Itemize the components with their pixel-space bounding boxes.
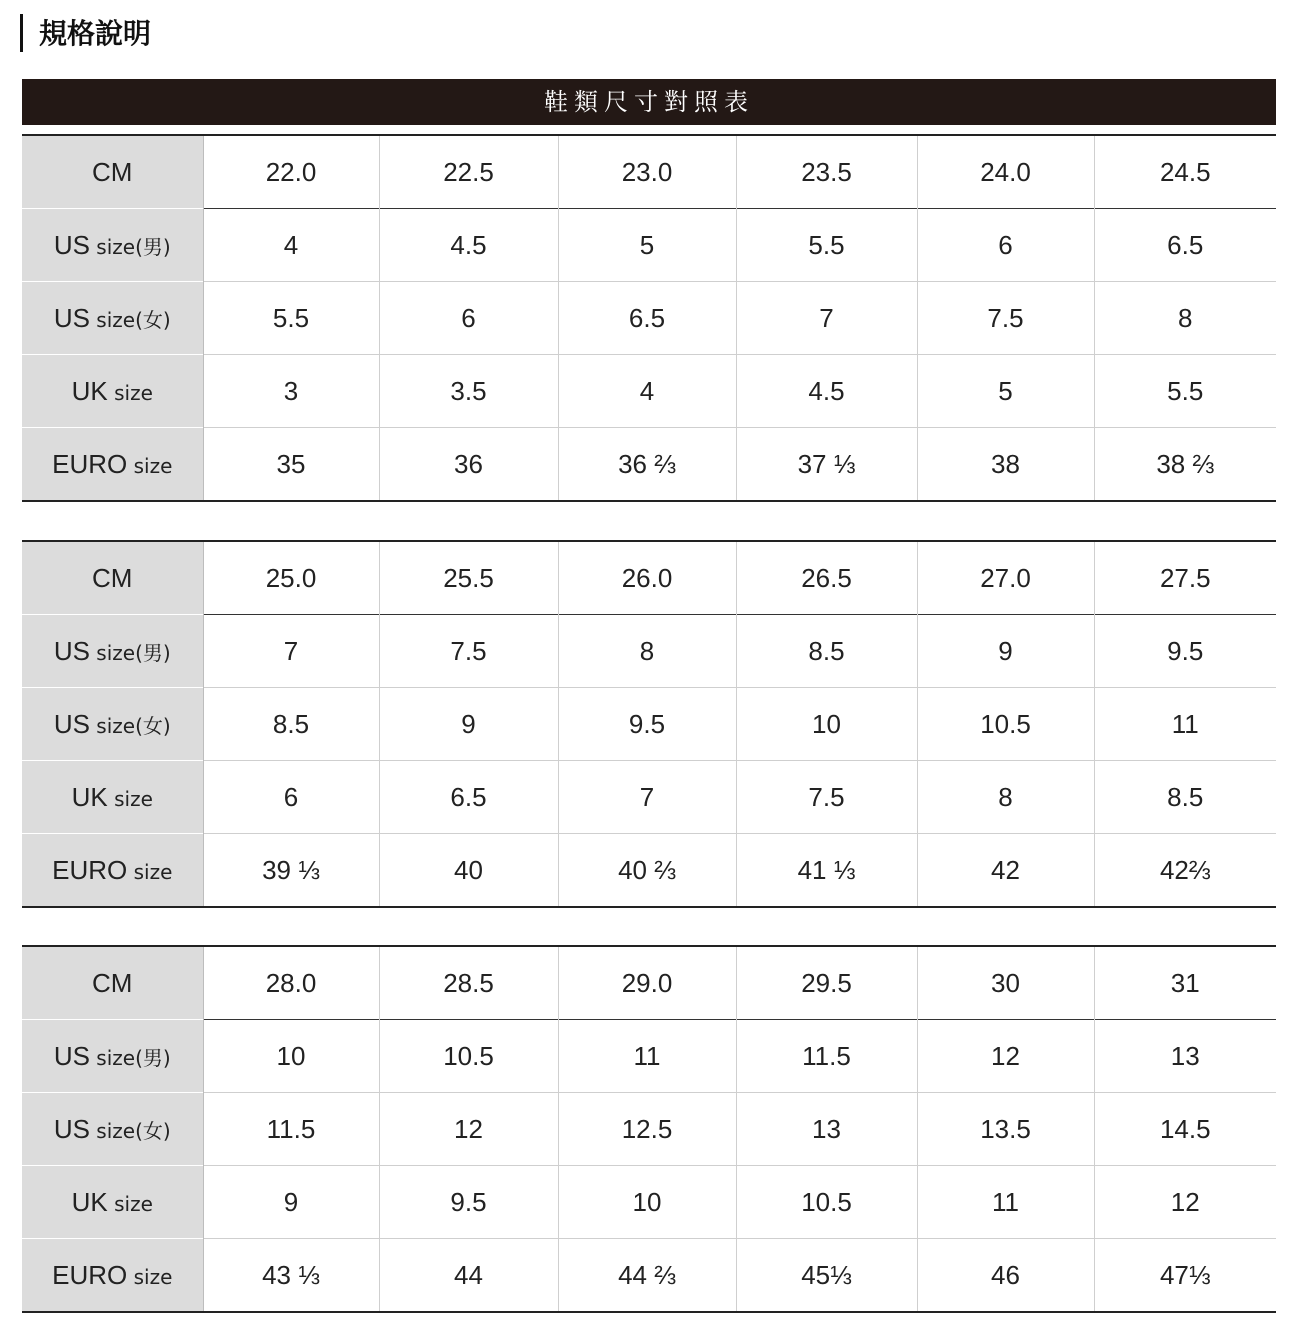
size-cell: 29.5 bbox=[736, 946, 917, 1020]
size-cell: 13 bbox=[1094, 1020, 1276, 1093]
size-table-3 bbox=[22, 945, 1276, 1313]
size-cell: 7.5 bbox=[917, 282, 1094, 355]
size-cell: 6 bbox=[917, 209, 1094, 282]
size-cell: 26.5 bbox=[736, 541, 917, 615]
size-cell: 24.5 bbox=[1159, 156, 1211, 187]
size-cell: 5.5 bbox=[736, 209, 917, 282]
size-cell: 28.5 bbox=[379, 946, 558, 1020]
row-header: EURO size bbox=[22, 428, 203, 502]
size-cell: 22.0 bbox=[203, 135, 379, 209]
size-cell: 8.5 bbox=[736, 615, 917, 688]
row-header: UK size bbox=[22, 355, 203, 428]
size-cell: 10 bbox=[558, 1166, 736, 1239]
size-cell: 47⅓ bbox=[1094, 1239, 1276, 1313]
size-cell: 9 bbox=[203, 1166, 379, 1239]
table-row-us-women bbox=[22, 282, 1276, 355]
size-cell: 31 bbox=[1170, 967, 1200, 998]
table-row-cm bbox=[22, 541, 1276, 615]
size-cell: 46 bbox=[917, 1239, 1094, 1313]
table-row-us-men bbox=[22, 1020, 1276, 1093]
table-row-us-men bbox=[22, 615, 1276, 688]
row-header: CM bbox=[22, 946, 203, 1020]
size-cell: 13 bbox=[736, 1093, 917, 1166]
size-table-2 bbox=[22, 540, 1276, 908]
table-row-us-women bbox=[22, 1093, 1276, 1166]
size-cell: 11.5 bbox=[203, 1093, 379, 1166]
row-header: US size(女) bbox=[22, 688, 203, 761]
size-cell: 3 bbox=[203, 355, 379, 428]
size-cell: 4.5 bbox=[736, 355, 917, 428]
size-cell: 14.5 bbox=[1094, 1093, 1276, 1166]
size-cell: 40 bbox=[379, 834, 558, 908]
size-cell: 38 bbox=[917, 428, 1094, 502]
size-cell: 42⅔ bbox=[1094, 834, 1276, 908]
size-cell: 36 ⅔ bbox=[558, 428, 736, 502]
size-cell: 3.5 bbox=[379, 355, 558, 428]
size-cell: 8.5 bbox=[203, 688, 379, 761]
size-cell: 45⅓ bbox=[736, 1239, 917, 1313]
size-cell: 6.5 bbox=[1094, 209, 1276, 282]
size-cell: 5.5 bbox=[203, 282, 379, 355]
size-cell: 39 ⅓ bbox=[203, 834, 379, 908]
size-cell: 12 bbox=[379, 1093, 558, 1166]
row-header: EURO size bbox=[22, 1239, 203, 1313]
size-cell: 9.5 bbox=[1094, 615, 1276, 688]
size-cell: 40 ⅔ bbox=[558, 834, 736, 908]
size-cell: 44 bbox=[379, 1239, 558, 1313]
section-title: 規格說明 bbox=[20, 14, 151, 52]
size-cell: 27.0 bbox=[917, 541, 1094, 615]
table-row-uk bbox=[22, 355, 1276, 428]
size-cell: 11 bbox=[558, 1020, 736, 1093]
size-cell: 5 bbox=[917, 355, 1094, 428]
size-cell: 7 bbox=[558, 761, 736, 834]
size-cell: 25.5 bbox=[379, 541, 558, 615]
row-header: UK size bbox=[22, 761, 203, 834]
table-row-uk bbox=[22, 1166, 1276, 1239]
table-row-us-men bbox=[22, 209, 1276, 282]
table-row-euro bbox=[22, 1239, 1276, 1313]
size-cell: 11 bbox=[917, 1166, 1094, 1239]
size-cell: 37 ⅓ bbox=[736, 428, 917, 502]
size-cell: 12.5 bbox=[558, 1093, 736, 1166]
size-cell: 12 bbox=[1094, 1166, 1276, 1239]
size-cell: 6.5 bbox=[379, 761, 558, 834]
size-cell: 6 bbox=[379, 282, 558, 355]
size-table-1 bbox=[22, 134, 1276, 502]
size-cell: 36 bbox=[379, 428, 558, 502]
size-cell: 9.5 bbox=[379, 1166, 558, 1239]
size-cell: 10 bbox=[203, 1020, 379, 1093]
size-cell: 9 bbox=[379, 688, 558, 761]
size-cell: 4 bbox=[558, 355, 736, 428]
size-cell: 10.5 bbox=[917, 688, 1094, 761]
size-chart-title: 鞋類尺寸對照表 bbox=[22, 79, 1276, 125]
size-cell: 22.5 bbox=[379, 135, 558, 209]
size-cell: 28.0 bbox=[203, 946, 379, 1020]
size-cell: 11 bbox=[1094, 688, 1276, 761]
size-cell: 26.0 bbox=[558, 541, 736, 615]
size-cell: 23.5 bbox=[736, 135, 917, 209]
size-cell: 7 bbox=[203, 615, 379, 688]
row-header: UK size bbox=[22, 1166, 203, 1239]
size-cell: 23.0 bbox=[558, 135, 736, 209]
row-header: US size(男) bbox=[22, 1020, 203, 1093]
row-header: CM bbox=[22, 541, 203, 615]
size-cell: 6.5 bbox=[558, 282, 736, 355]
size-cell: 7.5 bbox=[379, 615, 558, 688]
size-cell: 7 bbox=[736, 282, 917, 355]
size-cell: 10 bbox=[736, 688, 917, 761]
table-row-us-women bbox=[22, 688, 1276, 761]
size-cell: 12 bbox=[917, 1020, 1094, 1093]
size-cell: 30 bbox=[917, 946, 1094, 1020]
row-header: US size(男) bbox=[22, 209, 203, 282]
size-cell: 8.5 bbox=[1094, 761, 1276, 834]
size-cell: 8 bbox=[558, 615, 736, 688]
row-header: US size(男) bbox=[22, 615, 203, 688]
size-cell: 24.0 bbox=[917, 135, 1094, 209]
size-cell: 43 ⅓ bbox=[203, 1239, 379, 1313]
size-cell: 13.5 bbox=[917, 1093, 1094, 1166]
size-cell: 9 bbox=[917, 615, 1094, 688]
size-cell: 9.5 bbox=[558, 688, 736, 761]
size-cell: 42 bbox=[917, 834, 1094, 908]
size-cell: 38 ⅔ bbox=[1094, 428, 1276, 502]
size-cell: 5 bbox=[558, 209, 736, 282]
row-header: US size(女) bbox=[22, 1093, 203, 1166]
size-cell: 11.5 bbox=[736, 1020, 917, 1093]
table-row-euro bbox=[22, 834, 1276, 908]
size-cell: 29.0 bbox=[558, 946, 736, 1020]
size-cell: 10.5 bbox=[379, 1020, 558, 1093]
table-row-cm bbox=[22, 946, 1276, 1020]
size-cell: 25.0 bbox=[203, 541, 379, 615]
table-row-euro bbox=[22, 428, 1276, 502]
size-cell: 10.5 bbox=[736, 1166, 917, 1239]
size-cell: 35 bbox=[203, 428, 379, 502]
row-header: CM bbox=[22, 135, 203, 209]
size-cell: 4.5 bbox=[379, 209, 558, 282]
size-cell: 6 bbox=[203, 761, 379, 834]
size-cell: 27.5 bbox=[1159, 562, 1211, 593]
size-cell: 8 bbox=[1094, 282, 1276, 355]
row-header: US size(女) bbox=[22, 282, 203, 355]
size-cell: 4 bbox=[203, 209, 379, 282]
size-cell: 7.5 bbox=[736, 761, 917, 834]
size-cell: 5.5 bbox=[1094, 355, 1276, 428]
size-cell: 8 bbox=[917, 761, 1094, 834]
table-row-uk bbox=[22, 761, 1276, 834]
size-cell: 44 ⅔ bbox=[558, 1239, 736, 1313]
table-row-cm bbox=[22, 135, 1276, 209]
size-cell: 41 ⅓ bbox=[736, 834, 917, 908]
row-header: EURO size bbox=[22, 834, 203, 908]
